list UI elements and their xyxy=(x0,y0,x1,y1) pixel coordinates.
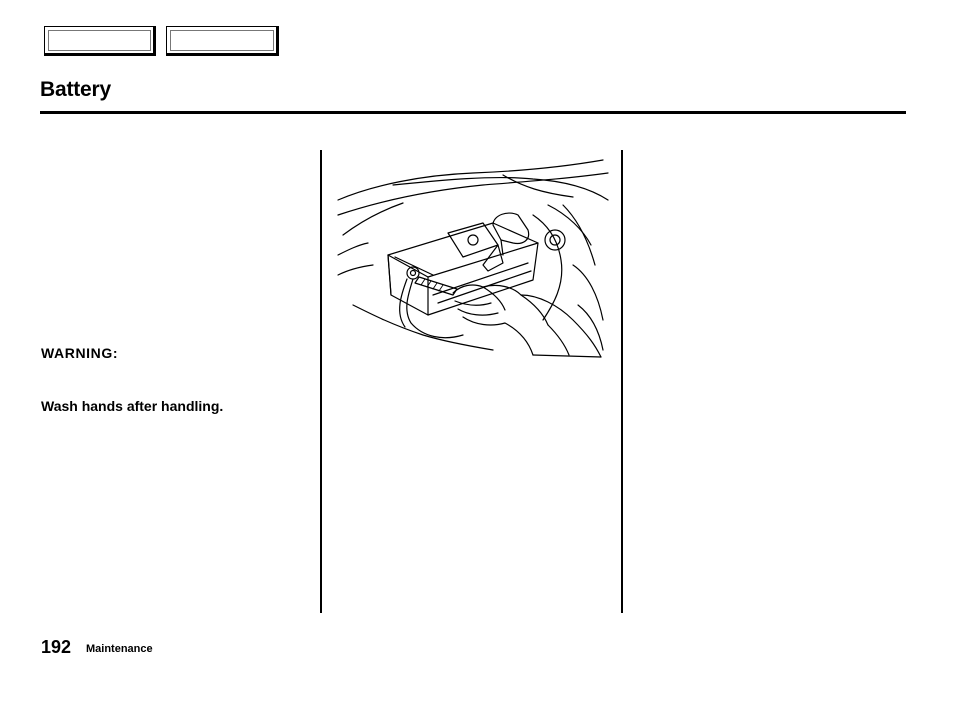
title-divider xyxy=(40,111,906,114)
page-title: Battery xyxy=(40,78,111,101)
cleaning-brush xyxy=(415,277,457,295)
column-divider-right xyxy=(621,150,623,613)
next-page-button[interactable] xyxy=(166,26,279,56)
hold-down-clamp xyxy=(448,223,503,271)
battery-body xyxy=(388,223,538,315)
warning-heading: WARNING: xyxy=(41,345,119,361)
terminal-cover xyxy=(493,213,529,255)
warning-text: Wash hands after handling. xyxy=(41,398,224,414)
hand-illustration xyxy=(453,285,601,357)
section-name: Maintenance xyxy=(86,643,153,655)
previous-page-button[interactable] xyxy=(44,26,156,56)
page-number: 192 xyxy=(41,637,72,657)
column-divider-left xyxy=(320,150,322,613)
battery-terminal-illustration xyxy=(333,145,613,360)
negative-terminal xyxy=(400,267,463,338)
